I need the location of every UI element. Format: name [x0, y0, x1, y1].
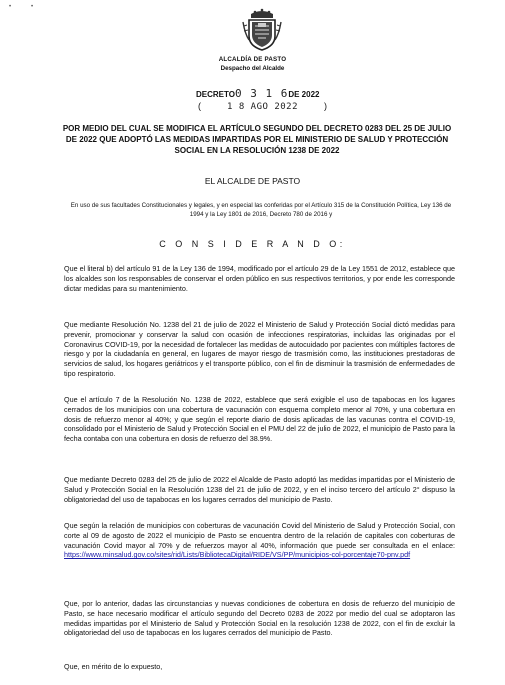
paragraph: Que, en mérito de lo expuesto,	[64, 662, 163, 671]
paren-close: )	[324, 101, 328, 111]
decree-date-stamp: 1 8 AGO 2022	[227, 102, 299, 112]
decree-label: DECRETO	[196, 90, 235, 99]
scan-speck: •	[9, 4, 12, 10]
paragraph-with-link	[64, 521, 455, 560]
paren-open: (	[198, 101, 201, 111]
coat-of-arms-icon	[241, 8, 283, 52]
paragraph-text: Que según la relación de municipios con coberturas de vacunación Covid del Ministerio de Salud y Protección Social, con corte al 09 de agosto de 2022 el municipio de Pasto se encuentra dentro de la relación de capitales con coberturas de vacunación Covid mayor al 70% y de refuerzos mayor al 40%, información que puede ser consultada en el enlace:	[64, 521, 455, 550]
paragraph: Que mediante Decreto 0283 del 25 de julio de 2022 el Alcalde de Pasto adoptó las medidas impartidas por el Ministerio de Salud y Protección Social en la Resolución 1238 del 21 de julio de 2022, y en el inciso tercero del artículo 2° dispuso la obligatoriedad del uso de tapabocas en los lugares cerrados del municipio de Pasto.	[64, 475, 455, 504]
paragraph: Que el artículo 7 de la Resolución No. 1238 de 2022, establece que será exigible el uso de tapabocas en los lugares cerrados de los municipios con una cobertura de vacunación con esquema completo menor al 70%, y una cobertura en dosis de refuerzo menor al 40%; y que según el reporte diario de dosis aplicadas de las vacunas contra el COVID-19, consolidado por el Ministerio de Salud y Protección Social en el PMU del 22 de julio de 2022, el municipio de Pasto para la fecha contaba con una cobertura en dosis de refuerzo del 38.9%.	[64, 395, 455, 444]
scan-speck: •	[31, 4, 34, 10]
preamble: En uso de sus facultades Constitucionales y legales, y en especial las conferidas por el Artículo 315 de la Constitución Política, Ley 136 de 1994 y la Ley 1801 de 2016, Decreto 780 de 2016 y	[70, 202, 452, 218]
source-link[interactable]: https://www.minsalud.gov.co/sites/rid/Lists/BibliotecaDigital/RIDE/VS/PP/municipios-col-porcentaje70-pnv.pdf	[64, 550, 411, 560]
org-name: ALCALDÍA DE PASTO	[218, 56, 287, 63]
signatory-heading: EL ALCALDE DE PASTO	[204, 176, 301, 186]
paragraph: Que mediante Resolución No. 1238 del 21 de julio de 2022 el Ministerio de Salud y Protección Social dictó medidas para prevenir, promocionar y conservar la salud con ocasión de infecciones respiratorias, incluidas las originadas por el Coronavirus COVID-19, por la necesidad de fortalecer las medidas de autocuidado por pacientes con múltiples factores de riesgo y por la ciudadanía en general, en lugares de mayor riesgo de trasmisión como, las instituciones prestadoras de servicios de salud, los hogares geriátricos y el transporte público, con el fin de disminuir la trasmisión de enfermedades de tipo respiratorio.	[64, 320, 455, 378]
decree-number-stamp: 0 3 1 6	[234, 87, 289, 100]
decree-date-line	[198, 101, 338, 112]
decree-year: DE 2022	[288, 90, 320, 99]
considerando-heading: C O N S I D E R A N D O:	[159, 239, 346, 249]
decree-title: POR MEDIO DEL CUAL SE MODIFICA EL ARTÍCULO SEGUNDO DEL DECRETO 0283 DEL 25 DE JULIO DE 2022 QUE ADOPTÓ LAS MEDIDAS IMPARTIDAS POR EL MINISTERIO DE SALUD Y PROTECCIÓN SOCIAL EN LA RESOLUCIÓN 1238 DE 2022	[62, 124, 452, 155]
paragraph: Que, por lo anterior, dadas las circunstancias y nuevas condiciones de cobertura en dosis de refuerzo del municipio de Pasto, se hace necesario modificar el artículo segundo del Decreto 0283 de 2022 por medio del cual se adoptaron las medidas impartidas por el Ministerio de Salud y Protección Social en la resolución 1238 de 2022, con el fin de excluir la obligatoriedad del uso de tapabocas en los lugares cerrados del municipio de Pasto.	[64, 599, 455, 638]
office-name: Despacho del Alcalde	[220, 65, 285, 72]
paragraph: Que el literal b) del artículo 91 de la Ley 136 de 1994, modificado por el artículo 29 de la Ley 1551 de 2012, establece que los alcaldes son los responsables de conservar el orden público en sus respectivos territorios, y por ende les corresponde dictar medidas para su mantenimiento.	[64, 264, 455, 293]
decree-number-line	[196, 87, 396, 100]
